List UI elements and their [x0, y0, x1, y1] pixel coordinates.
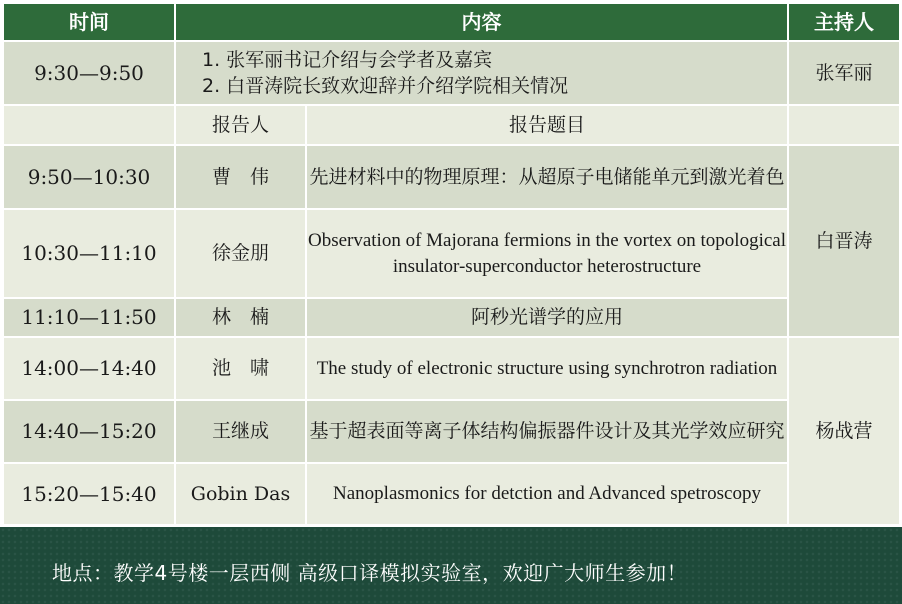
speaker-cell: 王继成 [175, 400, 306, 463]
footer-banner [0, 527, 902, 604]
time-cell: 9:50—10:30 [3, 145, 175, 209]
title-cell: 基于超表面等离子体结构偏振器件设计及其光学效应研究 [306, 400, 788, 463]
table-header-row [3, 3, 900, 41]
venue-notice: 地点：教学4号楼一层西侧 高级口译模拟实验室，欢迎广大师生参加！ [52, 561, 688, 585]
speaker-cell: 池 啸 [175, 337, 306, 400]
empty-cell [788, 105, 900, 145]
title-cell: 阿秒光谱学的应用 [306, 298, 788, 337]
intro-line: 2. 白晋涛院长致欢迎辞并介绍学院相关情况 [202, 75, 569, 97]
time-cell: 15:20—15:40 [3, 463, 175, 525]
time-cell: 14:40—15:20 [3, 400, 175, 463]
time-cell: 9:30—9:50 [3, 41, 175, 105]
header-time: 时间 [3, 3, 175, 41]
sub-header-title: 报告题目 [306, 105, 788, 145]
host-cell: 杨战营 [788, 337, 900, 525]
table-row [3, 209, 900, 298]
speaker-cell: Gobin Das [175, 463, 306, 525]
speaker-cell: 曹 伟 [175, 145, 306, 209]
sub-header-speaker: 报告人 [175, 105, 306, 145]
title-cell: The study of electronic structure using synchrotron radiation [306, 337, 788, 400]
header-host: 主持人 [788, 3, 900, 41]
schedule-table [2, 2, 901, 526]
table-row [3, 145, 900, 209]
table-row [3, 298, 900, 337]
table-row [3, 337, 900, 400]
sub-header-row [3, 105, 900, 145]
speaker-cell: 林 楠 [175, 298, 306, 337]
table-row [3, 463, 900, 525]
speaker-cell: 徐金朋 [175, 209, 306, 298]
host-cell: 白晋涛 [788, 145, 900, 337]
title-cell: 先进材料中的物理原理：从超原子电储能单元到激光着色 [306, 145, 788, 209]
table-row [3, 400, 900, 463]
table-row-intro [3, 41, 900, 105]
intro-line: 1. 张军丽书记介绍与会学者及嘉宾 [202, 49, 493, 71]
intro-content [175, 41, 788, 105]
title-cell: Observation of Majorana fermions in the vortex on topological insulator-superconductor heterostructure [306, 209, 788, 298]
header-content: 内容 [175, 3, 788, 41]
host-cell: 张军丽 [788, 41, 900, 105]
time-cell: 14:00—14:40 [3, 337, 175, 400]
time-cell: 11:10—11:50 [3, 298, 175, 337]
title-cell: Nanoplasmonics for detction and Advanced spetroscopy [306, 463, 788, 525]
time-cell: 10:30—11:10 [3, 209, 175, 298]
empty-cell [3, 105, 175, 145]
